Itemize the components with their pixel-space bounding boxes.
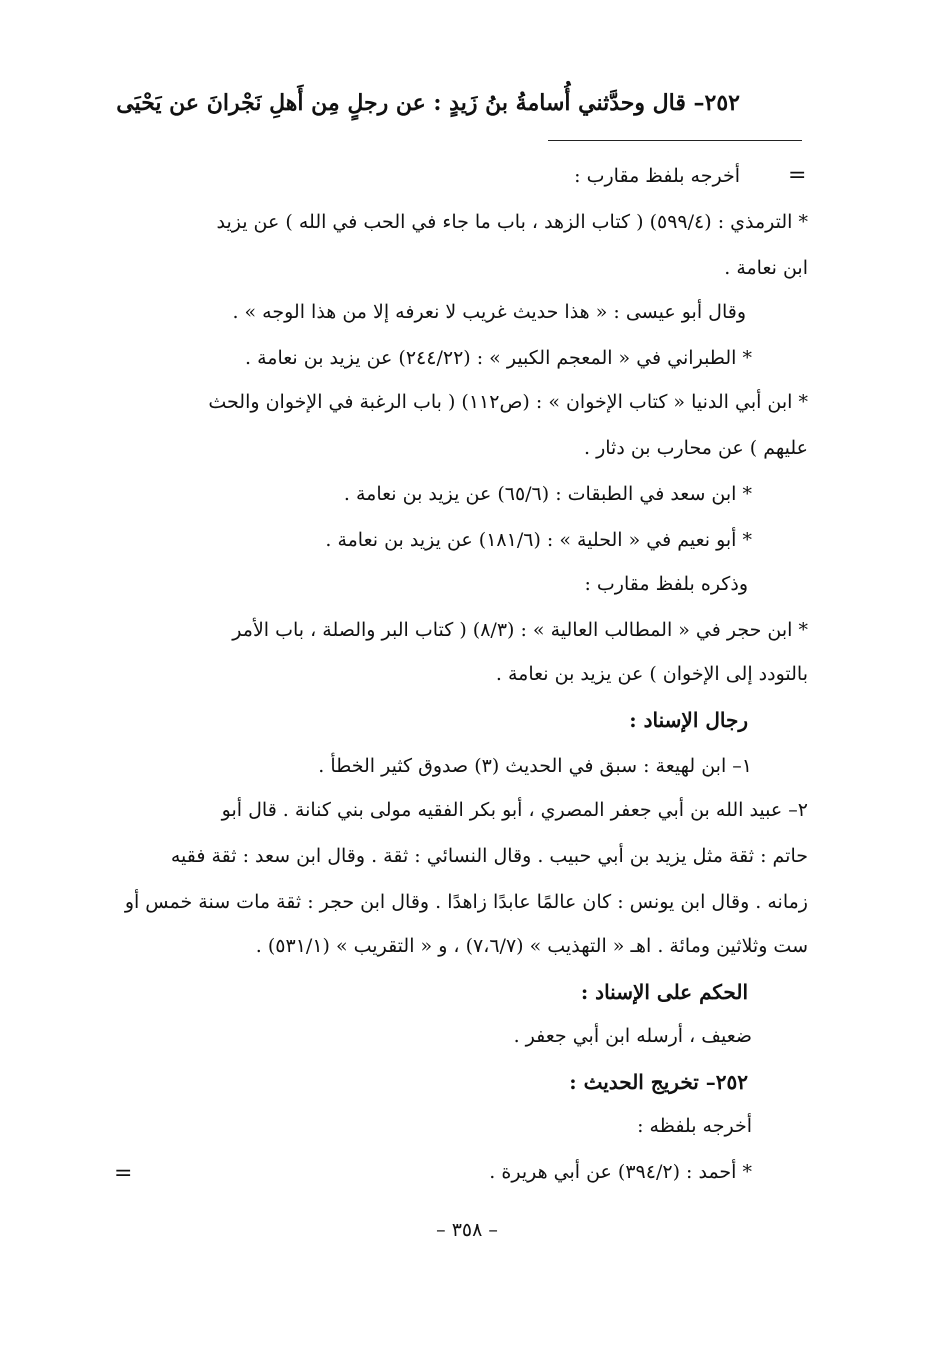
text-line: حاتم : ثقة مثل يزيد بن أبي حبيب . وقال النسائي : ثقة . وقال ابن سعد : ثقة فقيه xyxy=(170,845,808,867)
text-line: أخرجه بلفظ مقارب : xyxy=(574,165,740,187)
section-heading: رجال الإسناد : xyxy=(629,708,748,732)
text-line: * الترمذي : (٥٩٩/٤) ( كتاب الزهد ، باب ما جاء في الحب في الله ) عن يزيد xyxy=(216,211,808,233)
text-line: ابن نعامة . xyxy=(724,257,808,279)
continuation-mark-top: = xyxy=(788,163,807,188)
footnote-separator xyxy=(548,140,802,141)
text-line: ١– ابن لهيعة : سبق في الحديث (٣) صدوق كثير الخطأ . xyxy=(318,755,752,777)
text-line: * ابن أبي الدنيا « كتاب الإخوان » : (ص١١٢) ( باب الرغبة في الإخوان والحث xyxy=(208,391,808,413)
text-line: ضعيف ، أرسله ابن أبي جعفر . xyxy=(513,1025,752,1047)
text-line: زمانه . وقال ابن يونس : كان عالمًا عابدًا زاهدًا . وقال ابن حجر : ثقة مات سنة خمس أو xyxy=(124,891,808,913)
section-heading: الحكم على الإسناد : xyxy=(580,980,748,1004)
section-heading: ٢٥٢– تخريج الحديث : xyxy=(569,1070,748,1094)
page-number: – ٣٥٨ – xyxy=(436,1219,498,1241)
text-line: ٢– عبيد الله بن أبي جعفر المصري ، أبو بكر الفقيه مولى بني كنانة . قال أبو xyxy=(221,799,808,821)
text-line: * ابن حجر في « المطالب العالية » : (٨/٣) ( كتاب البر والصلة ، باب الأمر xyxy=(232,619,808,641)
text-line: أخرجه بلفظه : xyxy=(637,1115,752,1137)
text-line: عليهم ) عن محارب بن دثار . xyxy=(583,437,808,459)
text-line: بالتودد إلى الإخوان ) عن يزيد بن نعامة . xyxy=(495,663,808,685)
continuation-mark-bottom: = xyxy=(114,1161,133,1186)
text-line: ست وثلاثين ومائة . اهـ « التهذيب » (٧،٦/٧) ، و « التقريب » (٥٣١/١) . xyxy=(255,935,808,957)
text-line: * أحمد : (٣٩٤/٢) عن أبي هريرة . xyxy=(489,1161,752,1183)
text-line: * أبو نعيم في « الحلية » : (١٨١/٦) عن يزيد بن نعامة . xyxy=(325,529,752,551)
page-header: ٢٥٢– قال وحدَّثني أُسامةُ بنُ زَيدٍ : عن رجلٍ مِن أَهلِ نَجْرانَ عن يَحْيَى xyxy=(116,90,740,116)
text-line: * الطبراني في « المعجم الكبير » : (٢٤٤/٢٢) عن يزيد بن نعامة . xyxy=(245,347,752,369)
text-line: * ابن سعد في الطبقات : (٦٥/٦) عن يزيد بن نعامة . xyxy=(343,483,752,505)
text-line: وذكره بلفظ مقارب : xyxy=(584,573,748,595)
text-line: وقال أبو عيسى : « هذا حديث غريب لا نعرفه إلا من هذا الوجه » . xyxy=(232,301,746,323)
